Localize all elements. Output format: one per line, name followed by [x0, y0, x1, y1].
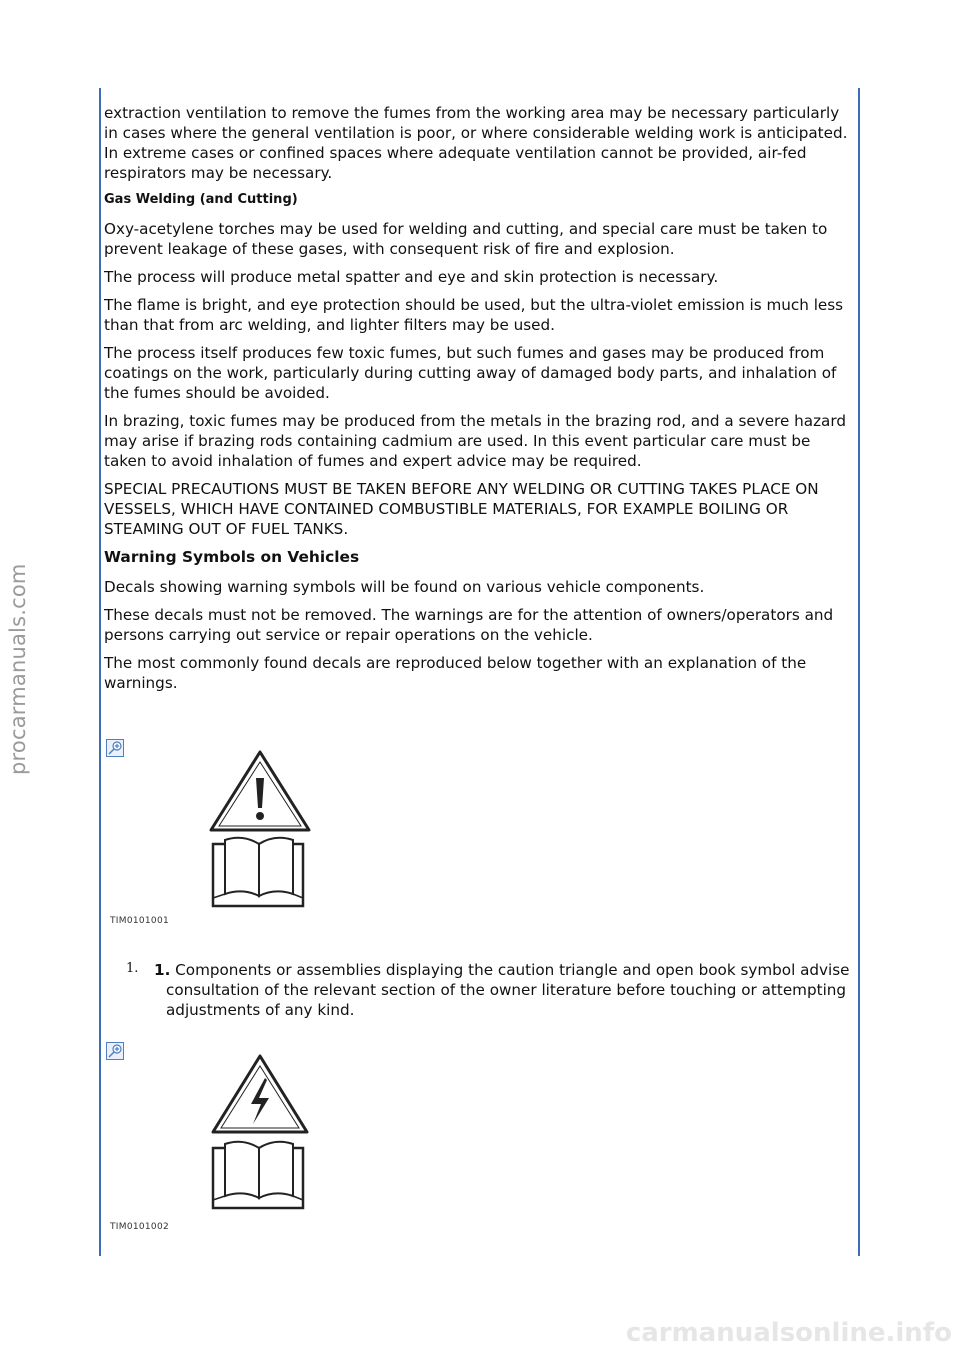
paragraph-decals: Decals showing warning symbols will be found on various vehicle components. [104, 578, 705, 596]
document-body [104, 103, 856, 701]
zoom-icon [107, 1043, 123, 1059]
caution-triangle-exclamation-icon [205, 748, 315, 918]
paragraph-metal-spatter: The process will produce metal spatter and eye and skin protection is necessary. [104, 268, 719, 286]
step-text [154, 960, 856, 1020]
figure-electric-book [205, 1052, 315, 1221]
paragraph-ventilation: extraction ventilation to remove the fumes from the working area may be necessary particularly in cases where the general ventilation is poor, or where considerable welding work is anticipated. In extreme cases or confined spaces where adequate ventilation cannot be provided, air-fed respirators may be necessary. [104, 104, 848, 182]
heading-warning-symbols: Warning Symbols on Vehicles [104, 548, 360, 566]
figure-caution-book [205, 748, 315, 922]
paragraph-decals-not-removed: These decals must not be removed. The warnings are for the attention of owners/operators and persons carrying out service or repair operations on the vehicle. [104, 606, 834, 644]
bottom-watermark: carmanualsonline.info [625, 1318, 952, 1348]
heading-gas-welding: Gas Welding (and Cutting) [104, 192, 298, 207]
zoom-image-button[interactable] [106, 1042, 124, 1060]
caution-triangle-lightning-icon [205, 1052, 315, 1217]
paragraph-common-decals: The most commonly found decals are reproduced below together with an explanation of the warnings. [104, 654, 807, 692]
paragraph-oxy-acetylene: Oxy-acetylene torches may be used for welding and cutting, and special care must be taken to prevent leakage of these gases, with consequent risk of fire and explosion. [104, 220, 828, 258]
step-description: Components or assemblies displaying the caution triangle and open book symbol advise consultation of the relevant section of the owner literature before touching or attempting adjustments of any kind. [166, 961, 850, 1019]
paragraph-special-precautions: SPECIAL PRECAUTIONS MUST BE TAKEN BEFORE ANY WELDING OR CUTTING TAKES PLACE ON VESSELS, WHICH HAVE CONTAINED COMBUSTIBLE MATERIALS, FOR EXAMPLE BOILING OR STEAMING OUT OF FUEL TANKS. [104, 480, 819, 538]
paragraph-flame-bright: The flame is bright, and eye protection should be used, but the ultra-violet emission is much less than that from arc welding, and lighter filters may be used. [104, 296, 844, 334]
paragraph-brazing: In brazing, toxic fumes may be produced from the metals in the brazing rod, and a severe hazard may arise if brazing rods containing cadmium are used. In this event particular care must be taken to avoid inhalation of fumes and expert advice may be required. [104, 412, 846, 470]
right-margin-rule [858, 88, 860, 1256]
side-watermark: procarmanuals.com [6, 563, 30, 775]
figure-code: TIM0101001 [110, 916, 169, 926]
open-book-icon [213, 1142, 303, 1208]
step-bold-number: 1. [154, 961, 171, 979]
open-book-icon [213, 838, 303, 906]
left-margin-rule [99, 88, 101, 1256]
list-number: 1. [126, 961, 139, 976]
figure-code: TIM0101002 [110, 1222, 169, 1232]
zoom-icon [107, 740, 123, 756]
paragraph-toxic-fumes: The process itself produces few toxic fumes, but such fumes and gases may be produced from coatings on the work, particularly during cutting away of damaged body parts, and inhalation of the fumes should be avoided. [104, 344, 837, 402]
zoom-image-button[interactable] [106, 739, 124, 757]
list-item [104, 960, 856, 1020]
